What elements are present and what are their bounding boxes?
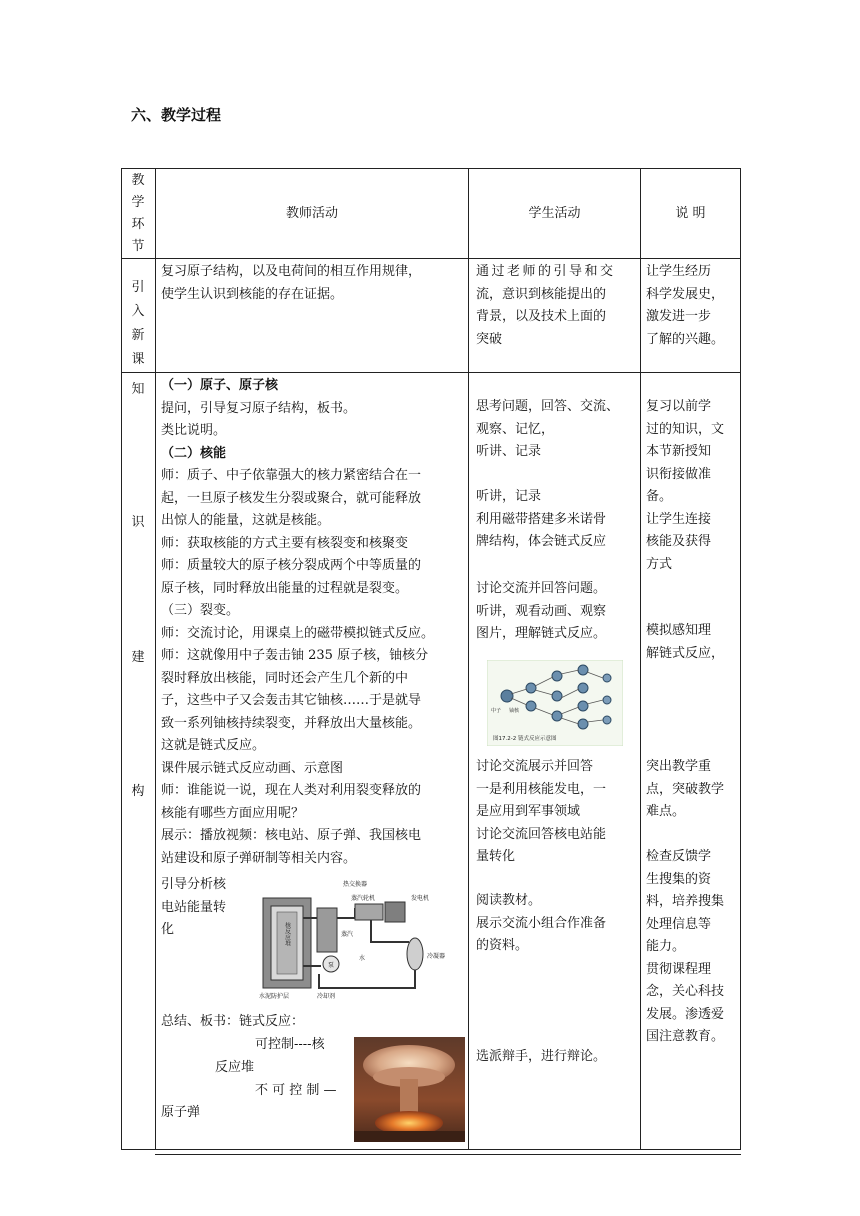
row1-student: 通过老师的引导和交 流，意识到核能提出的 背景，以及技术上面的 突破: [476, 264, 616, 347]
summary-line-5: 原子弹: [161, 1105, 201, 1120]
row2-note-group2: 模拟感知理 解链式反应，: [646, 623, 725, 661]
table-border-top: [121, 168, 741, 169]
label-reactor: 核反应堆: [283, 922, 291, 946]
header-teacher: 教师活动: [285, 206, 338, 221]
chain-reaction-figure: [487, 660, 623, 746]
header-stage: 教 学 环 节: [131, 173, 145, 254]
label-condenser: 冷凝器: [427, 953, 446, 960]
row1-stage: 引 入 新 课: [131, 280, 145, 367]
table-border-right: [740, 168, 741, 1150]
row2-stage-3: 建: [131, 650, 145, 665]
guide-text: 引导分析核 电站能量转 化: [161, 877, 227, 937]
teaching-process-table: [121, 168, 741, 1150]
label-turbine: 蒸汽轮机: [351, 895, 376, 902]
row1-teacher: 复习原子结构，以及电荷间的相互作用规律， 使学生认识到核能的存在证据。: [161, 264, 422, 302]
row2-note-group4: 检查反馈学 生搜集的资 料，培养搜集 处理信息等 能力。 贯彻课程理 念，关心科技 发展。渗透爱 国注意教育。: [646, 849, 725, 1044]
table-col-divider: [640, 168, 641, 1150]
figure-label-uranium: 铀核: [509, 708, 520, 714]
atomic-bomb-photo: [354, 1037, 465, 1142]
row2-note-group3: 突出教学重 点，突破教学 难点。: [646, 759, 725, 819]
row2-student-group2: 听讲，记录 利用磁带搭建多米诺骨 牌结构，体会链式反应: [476, 489, 607, 549]
table-row-divider: [121, 372, 741, 373]
row2-stage-2: 识: [131, 515, 145, 530]
row2-stage-1: 知: [131, 382, 145, 397]
row2-teacher: （一）原子、原子核 提问，引导复习原子结构，板书。 类比说明。 （二）核能 师：质子、中子依靠强大的核力紧密结合在一 起，一旦原子核发生分裂或聚合，就可能释放 出惊人的能量，这就是核能。 师：获取核能的方式主要有核裂变和核聚变 师：质量较大的原子核分裂成两个中等质量的 原子核，同时释放出能量的过程就是裂变。 （三）裂变。 师：交流讨论，用课桌上的磁带模拟链式反应。 师：这就像用中子轰击铀 235 原子核，铀核分 裂时释放出核能，同时还会产生几个新的中 子，这些中子又会轰击其它铀核……于是就导 致一系列铀核持续裂变，并释放出大量核能。 这就是链式反应。 课件展示链式反应动画、示意图 师：谁能说一说，现在人类对利用裂变释放的 核能有哪些方面应用呢？ 展示：播放视频：核电站、原子弹、我国核电 站建设和原子弹研制等相关内容。: [161, 378, 435, 866]
label-concrete: 水泥防护层: [259, 993, 290, 1000]
row2-student-group4: 讨论交流展示并回答 一是利用核能发电，一 是应用到军事领域 讨论交流回答核电站能 量转化: [476, 759, 607, 864]
label-water: 水: [359, 955, 366, 962]
summary-line-3: 反应堆: [215, 1060, 255, 1075]
summary-line-4: 不 可 控 制 —: [255, 1083, 337, 1098]
label-coolant: 冷却剂: [317, 993, 336, 1000]
section-title: 六、教学过程: [131, 106, 222, 124]
table-row-divider: [121, 258, 741, 259]
row2-student-group5: 阅读教材。 展示交流小组合作准备 的资料。: [476, 893, 607, 953]
row2-student-group3: 讨论交流并回答问题。 听讲，观看动画、观察 图片，理解链式反应。: [476, 581, 607, 641]
table-border-bottom: [121, 1149, 741, 1150]
summary-line-1: 总结、板书：链式反应：: [161, 1014, 305, 1029]
table-border-bottom-extra: [155, 1154, 741, 1155]
row2-note-group1: 复习以前学 过的知识，文 本节新授知 识衔接做准 备。 让学生连接 核能及获得 方式: [646, 399, 725, 572]
label-steam: 蒸汽: [341, 931, 354, 938]
table-col-divider: [468, 168, 469, 1150]
summary-line-2: 可控制----核: [255, 1037, 325, 1052]
figure-label-neutron: 中子: [491, 708, 502, 714]
row2-stage-4: 构: [131, 784, 145, 799]
row2-student-group6: 选派辩手，进行辩论。: [476, 1049, 607, 1064]
figure-caption: 图17.2-2 链式反应示意图: [493, 736, 557, 742]
header-note: 说 明: [675, 206, 706, 221]
label-generator: 发电机: [411, 895, 430, 902]
table-col-divider: [155, 168, 156, 1150]
label-heat-exchanger: 热交换器: [343, 881, 368, 888]
label-pump: 泵: [327, 962, 335, 969]
row2-student-group1: 思考问题，回答、交流、 观察、记忆， 听讲、记录: [476, 399, 620, 459]
row1-note: 让学生经历 科学发展史， 激发进一步 了解的兴趣。: [646, 264, 725, 347]
header-student: 学生活动: [528, 206, 581, 221]
nuclear-plant-diagram: [259, 878, 461, 1002]
